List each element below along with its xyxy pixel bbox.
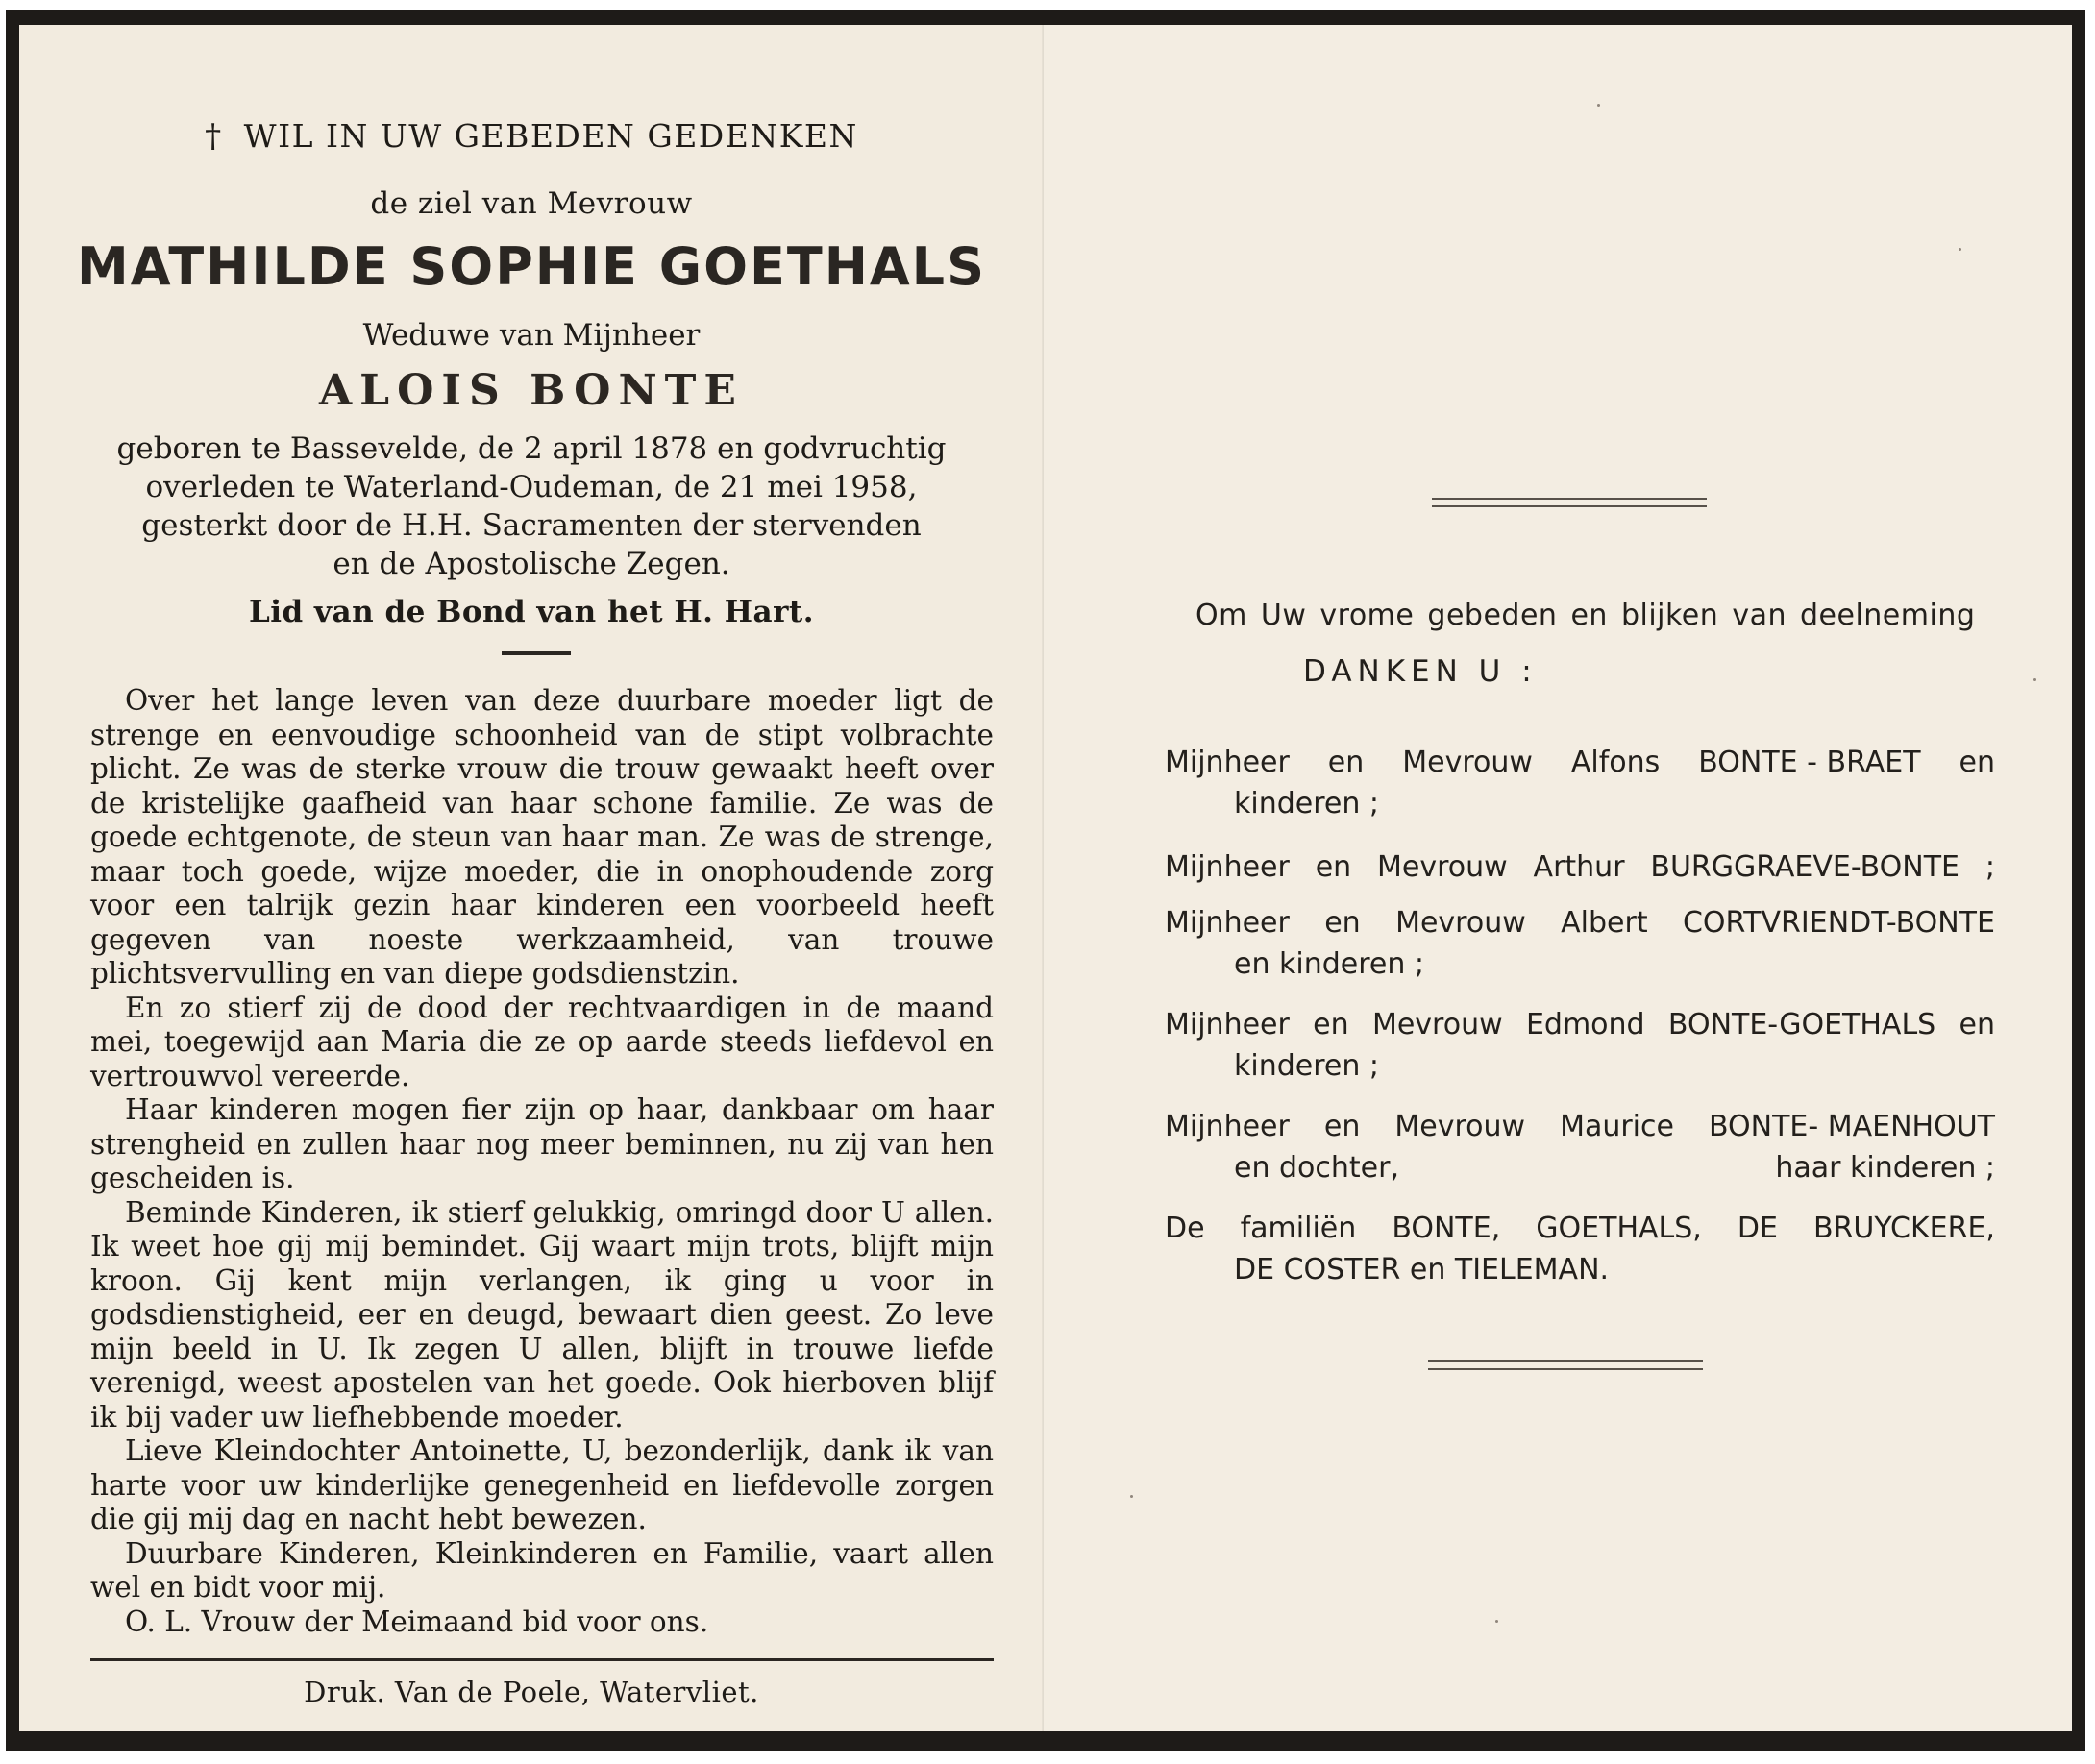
word: BONTE - BRAET — [1698, 746, 1921, 779]
word: Albert — [1561, 906, 1648, 940]
family-entry — [1165, 1212, 1995, 1286]
paper-speck — [1495, 1620, 1498, 1623]
obituary-text — [90, 684, 994, 1639]
word: en — [1324, 906, 1361, 940]
word: Mijnheer — [1165, 746, 1290, 779]
paragraph: Over het lange leven van deze duurbare moeder ligt de strenge en eenvoudige schoonheid van de stipt volbrachte plicht. Ze was de sterke vrouw die trouw gewaakt heeft over de kristelijke gaafheid van haar schone familie. Ze was de goede echtgenote, de steun van haar man. Ze was de strenge, maar toch goede, wijze moeder, die in onophoudende zorg voor een talrijk gezin haar kinderen een voorbeeld heeft gegeven van noeste werkzaamheid, van trouwe plichtsvervulling en van diepe godsdienstzin. — [90, 684, 994, 990]
thanks-line: Om Uw vrome gebeden en blijken van deelneming — [1195, 599, 1976, 632]
soul-line: de ziel van Mevrouw — [370, 186, 693, 221]
sacraments-line: gesterkt door de H.H. Sacramenten der stervenden — [141, 508, 922, 543]
word: en — [1323, 1110, 1361, 1143]
family-entry — [1165, 850, 1995, 884]
bottom-rule — [448, 1658, 994, 1661]
paragraph: Haar kinderen mogen fier zijn op haar, dankbaar om haar strengheid en zullen haar nog meer beminnen, nu zij van hen gescheiden is. — [90, 1093, 994, 1194]
paragraph: Duurbare Kinderen, Kleinkinderen en Familie, vaart allen wel en bidt voor mij. — [90, 1536, 994, 1604]
word: Mijnheer — [1165, 850, 1290, 884]
cross-icon: † — [205, 117, 223, 156]
word: en — [1313, 1008, 1349, 1041]
printer-credit: Druk. Van de Poele, Watervliet. — [304, 1676, 759, 1708]
word: Maurice — [1560, 1110, 1674, 1143]
word: BRUYCKERE, — [1812, 1212, 1995, 1245]
family-continuation: kinderen ; — [1234, 1049, 1380, 1083]
double-rule — [1432, 498, 1707, 507]
word: De — [1165, 1212, 1205, 1245]
paper-speck — [1130, 1495, 1133, 1498]
family-entry — [1165, 906, 1995, 981]
divider-dash — [502, 651, 571, 655]
word: Mijnheer — [1165, 1110, 1290, 1143]
right-page — [1044, 25, 2072, 1731]
word: familiën — [1240, 1212, 1357, 1245]
paper-speck — [1597, 104, 1600, 107]
family-entry — [1165, 1008, 1995, 1083]
paragraph: O. L. Vrouw der Meimaand bid voor ons. — [125, 1605, 709, 1638]
blessing-line: en de Apostolische Zegen. — [333, 547, 730, 581]
husband-name: ALOIS BONTE — [319, 366, 744, 415]
paper-speck — [2033, 678, 2036, 681]
born-line: geboren te Bassevelde, de 2 april 1878 en godvruchtig — [116, 431, 947, 466]
word: Mevrouw — [1377, 850, 1508, 884]
memorial-card — [6, 10, 2085, 1751]
family-continuation: haar kinderen ; — [1775, 1151, 1995, 1185]
word: BONTE-GOETHALS — [1667, 1008, 1936, 1041]
word: Mijnheer — [1165, 1008, 1290, 1041]
paper-speck — [1959, 248, 1961, 251]
word: BONTE, — [1392, 1212, 1501, 1245]
paragraph: En zo stierf zij de dood der rechtvaardigen in de maand mei, toegewijd aan Maria die ze op aarde steeds liefdevol en vertrouwvol vereerde. — [90, 991, 994, 1092]
word: Alfons — [1570, 746, 1661, 779]
member-line: Lid van de Bond van het H. Hart. — [248, 595, 815, 629]
family-entry — [1165, 746, 1995, 821]
word: Mevrouw — [1395, 906, 1526, 940]
word: BURGGRAEVE-BONTE — [1650, 850, 1959, 884]
family-continuation: en kinderen ; — [1234, 947, 1425, 981]
deceased-name: MATHILDE SOPHIE GOETHALS — [77, 236, 986, 297]
word: en — [1959, 746, 1995, 779]
word: GOETHALS, — [1536, 1212, 1702, 1245]
died-line: overleden te Waterland-Oudeman, de 21 mei 1958, — [145, 470, 918, 504]
family-continuation: kinderen ; — [1234, 787, 1380, 821]
word: Mevrouw — [1371, 1008, 1503, 1041]
double-rule — [1428, 1360, 1703, 1370]
family-entry — [1165, 1110, 1995, 1185]
word: Arthur — [1533, 850, 1625, 884]
bottom-rule — [90, 1658, 448, 1661]
word: Mevrouw — [1394, 1110, 1526, 1143]
heading: WIL IN UW GEBEDEN GEDENKEN — [243, 117, 858, 155]
heading-line — [19, 117, 1044, 156]
word: BONTE- MAENHOUT — [1708, 1110, 1995, 1143]
word: en — [1327, 746, 1365, 779]
word: en — [1315, 850, 1352, 884]
word: Edmond — [1525, 1008, 1645, 1041]
word: CORTVRIENDT-BONTE — [1682, 906, 1995, 940]
word: Mijnheer — [1165, 906, 1290, 940]
paragraph: Lieve Kleindochter Antoinette, U, bezonderlijk, dank ik van harte voor uw kinderlijke genegenheid en liefdevolle zorgen die gij mij dag en nacht hebt bewezen. — [90, 1434, 994, 1535]
left-page — [19, 25, 1044, 1731]
word: Mevrouw — [1402, 746, 1533, 779]
paragraph: Beminde Kinderen, ik stierf gelukkig, omringd door U allen. Ik weet hoe gij mij bemindet. Gij waart mijn trots, blijft mijn kroon. Gij kent mijn verlangen, ik ging u voor in godsdienstigheid, eer en deugd, bewaart dien geest. Zo leve mijn beeld in U. Ik zegen U allen, blijft in trouwe liefde verenigd, weest apostelen van het goede. Ook hierboven blijf ik bij vader uw liefhebbende moeder. — [90, 1195, 994, 1433]
danken-line: DANKEN U : — [1303, 654, 1538, 689]
word: en — [1959, 1008, 1995, 1041]
family-continuation: en dochter, — [1234, 1151, 1400, 1185]
word: DE — [1737, 1212, 1778, 1245]
word: ; — [1984, 850, 1995, 884]
family-continuation: DE COSTER en TIELEMAN. — [1234, 1253, 1610, 1286]
widow-line: Weduwe van Mijnheer — [362, 318, 701, 353]
